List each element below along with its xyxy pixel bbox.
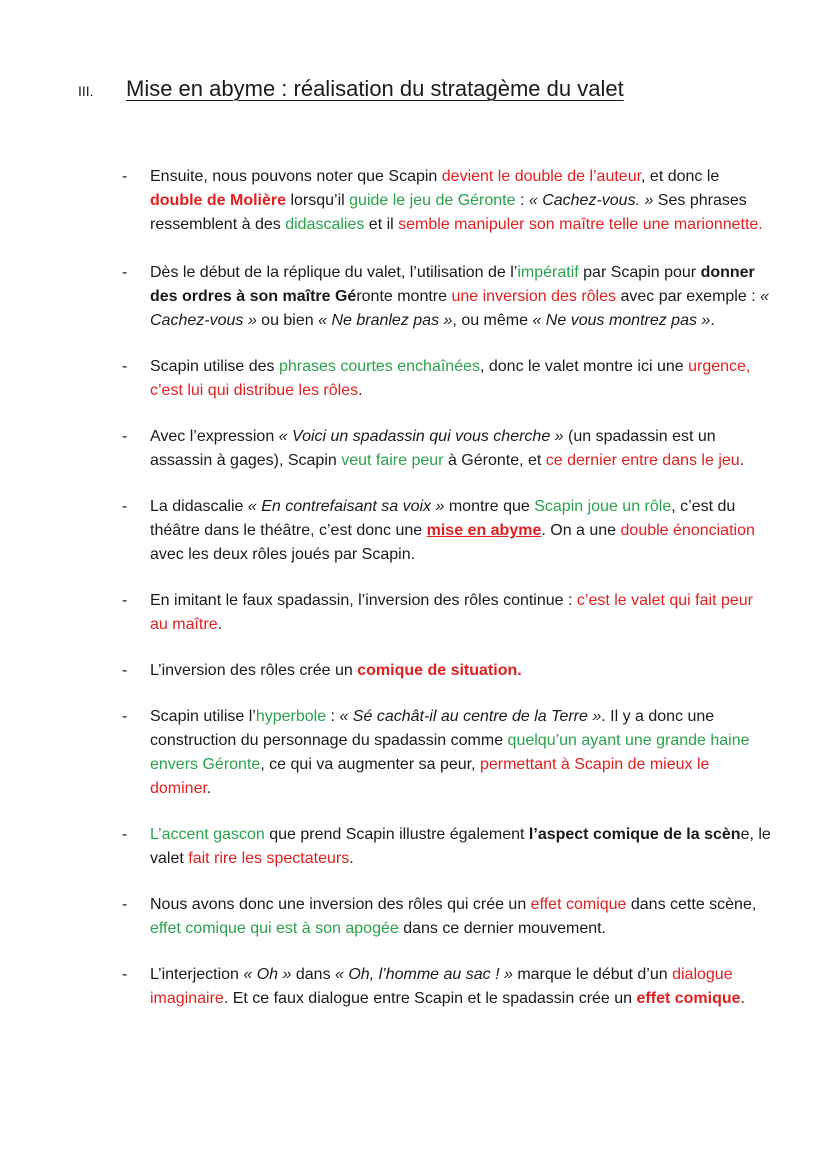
- bullet-dash: -: [122, 662, 128, 679]
- text-segment: , donc le valet montre ici une: [479, 358, 689, 375]
- text-segment: La didascalie: [150, 498, 248, 515]
- text-segment: Ses phrases ressemblent à des: [150, 192, 747, 233]
- bullet-item: [122, 963, 772, 1011]
- text-segment: que prend Scapin illustre également: [264, 826, 529, 843]
- bullet-item: [122, 165, 772, 237]
- highlight-red: fait rire les spectateurs: [188, 850, 350, 867]
- bullet-dash: -: [122, 498, 128, 515]
- text-segment: .: [739, 452, 745, 469]
- bullet-dash: -: [122, 168, 128, 185]
- bullet-item: [122, 893, 772, 941]
- text-segment: ronte montre: [356, 288, 452, 305]
- bullet-text: [150, 165, 772, 237]
- text-segment: :: [515, 192, 529, 209]
- text-segment: L’inversion des rôles crée un: [150, 662, 358, 679]
- highlight-green: effet comique qui est à son apogée: [150, 920, 399, 937]
- highlight-red: double énonciation: [620, 522, 755, 539]
- text-segment: et il: [364, 216, 399, 233]
- bullet-text: [150, 659, 772, 683]
- text-segment: .: [349, 850, 354, 867]
- text-segment: donner des ordres à son maître Gé: [150, 264, 755, 305]
- text-segment: « Ne branlez pas »: [318, 312, 453, 329]
- bullet-dash: -: [122, 358, 128, 375]
- text-segment: « Cachez-vous »: [150, 288, 769, 329]
- highlight-red: dialogue imaginaire: [150, 966, 733, 1007]
- text-segment: l’aspect comique de la scèn: [528, 826, 741, 843]
- bullet-item: [122, 659, 772, 683]
- text-segment: Ensuite, nous pouvons noter que Scapin: [150, 168, 442, 185]
- text-segment: Scapin utilise des: [150, 358, 279, 375]
- highlight-red: mise en abyme: [426, 522, 542, 539]
- bullet-item: [122, 425, 772, 473]
- text-segment: :: [326, 708, 340, 725]
- highlight-red: c’est le valet qui fait peur au maître: [150, 592, 753, 633]
- bullet-dash: -: [122, 896, 128, 913]
- text-segment: avec par exemple :: [616, 288, 761, 305]
- section-title: Mise en abyme : réalisation du stratagème du valet: [126, 76, 624, 101]
- text-segment: par Scapin pour: [578, 264, 701, 281]
- bullet-list: [122, 143, 772, 1011]
- section-number: III.: [78, 83, 94, 99]
- bullet-dash: -: [122, 428, 128, 445]
- text-segment: .: [740, 990, 745, 1007]
- bullet-item: [122, 589, 772, 637]
- highlight-red: une inversion des rôles: [451, 288, 617, 305]
- bullet-text: [150, 425, 772, 473]
- bullet-dash: -: [122, 592, 128, 609]
- highlight-green: hyperbole: [255, 708, 327, 725]
- highlight-green: Scapin joue un rôle: [534, 498, 672, 515]
- text-segment: dans ce dernier mouvement.: [398, 920, 606, 937]
- text-segment: Scapin utilise l’: [150, 708, 256, 725]
- text-segment: . Il y a donc une construction du personnage du spadassin comme: [150, 708, 715, 749]
- text-segment: L’interjection: [150, 966, 244, 983]
- text-segment: « Ne vous montrez pas »: [532, 312, 711, 329]
- bullet-text: [150, 823, 772, 871]
- text-segment: .: [217, 616, 223, 633]
- text-segment: « Sé cachât-il au centre de la Terre »: [339, 708, 602, 725]
- bullet-text: [150, 261, 772, 333]
- text-segment: dans cette scène,: [626, 896, 757, 913]
- text-segment: « Cachez-vous. »: [528, 192, 654, 209]
- highlight-red: effet comique: [530, 896, 627, 913]
- bullet-dash: -: [122, 708, 128, 725]
- highlight-red: effet comique: [636, 990, 741, 1007]
- bullet-item: [122, 705, 772, 801]
- highlight-green: quelqu’un ayant une grande haine envers Géronte: [150, 732, 750, 773]
- text-segment: En imitant le faux spadassin, l’inversion des rôles continue :: [150, 592, 577, 609]
- highlight-red: comique de situation.: [357, 662, 522, 679]
- highlight-red: double de Molière: [150, 192, 287, 209]
- section-heading: [78, 76, 778, 102]
- bullet-dash: -: [122, 826, 128, 843]
- text-segment: montre que: [444, 498, 535, 515]
- text-segment: « Oh »: [243, 966, 292, 983]
- bullet-text: [150, 963, 772, 1011]
- text-segment: « Oh, l’homme au sac ! »: [335, 966, 513, 983]
- highlight-red: ce dernier entre dans le jeu: [545, 452, 740, 469]
- text-segment: .: [710, 312, 715, 329]
- highlight-red: devient le double de l’auteur: [441, 168, 642, 185]
- bullet-item: [122, 355, 772, 403]
- bullet-dash: -: [122, 264, 128, 281]
- text-segment: ou bien: [256, 312, 319, 329]
- bullet-text: [150, 355, 772, 403]
- bullet-item: [122, 823, 772, 871]
- text-segment: . On a une: [541, 522, 621, 539]
- text-segment: avec les deux rôles joués par Scapin.: [150, 546, 416, 563]
- bullet-dash: -: [122, 966, 128, 983]
- text-segment: dans: [291, 966, 336, 983]
- text-segment: à Géronte, et: [443, 452, 546, 469]
- text-segment: Nous avons donc une inversion des rôles qui crée un: [150, 896, 531, 913]
- highlight-green: phrases courtes enchaînées: [278, 358, 480, 375]
- bullet-text: [150, 893, 772, 941]
- highlight-red: semble manipuler son maître telle une marionnette.: [398, 216, 763, 233]
- text-segment: Avec l’expression: [150, 428, 279, 445]
- highlight-green: guide le jeu de Géronte: [349, 192, 516, 209]
- highlight-red: urgence, c’est lui qui distribue les rôles: [150, 358, 751, 399]
- highlight-red: permettant à Scapin de mieux le dominer: [150, 756, 710, 797]
- text-segment: , ce qui va augmenter sa peur,: [260, 756, 480, 773]
- text-segment: . Et ce faux dialogue entre Scapin et le spadassin crée un: [223, 990, 637, 1007]
- text-segment: , ou même: [452, 312, 533, 329]
- text-segment: (un spadassin est un assassin à gages), Scapin: [150, 428, 716, 469]
- bullet-text: [150, 589, 772, 637]
- text-segment: , c’est du théâtre dans le théâtre, c’est donc une: [150, 498, 736, 539]
- text-segment: , et donc le: [641, 168, 720, 185]
- highlight-green: impératif: [517, 264, 579, 281]
- text-segment: e, le valet: [150, 826, 771, 867]
- bullet-text: [150, 495, 772, 567]
- bullet-text: [150, 705, 772, 801]
- text-segment: Dès le début de la réplique du valet, l’utilisation de l’: [150, 264, 518, 281]
- text-segment: lorsqu’il: [286, 192, 350, 209]
- text-segment: .: [206, 780, 212, 797]
- text-segment: .: [358, 382, 363, 399]
- text-segment: « En contrefaisant sa voix »: [247, 498, 445, 515]
- highlight-green: didascalies: [285, 216, 365, 233]
- text-segment: marque le début d’un: [512, 966, 673, 983]
- highlight-green: L’accent gascon: [150, 826, 265, 843]
- bullet-item: [122, 495, 772, 567]
- highlight-green: veut faire peur: [341, 452, 444, 469]
- bullet-item: [122, 261, 772, 333]
- text-segment: « Voici un spadassin qui vous cherche »: [278, 428, 564, 445]
